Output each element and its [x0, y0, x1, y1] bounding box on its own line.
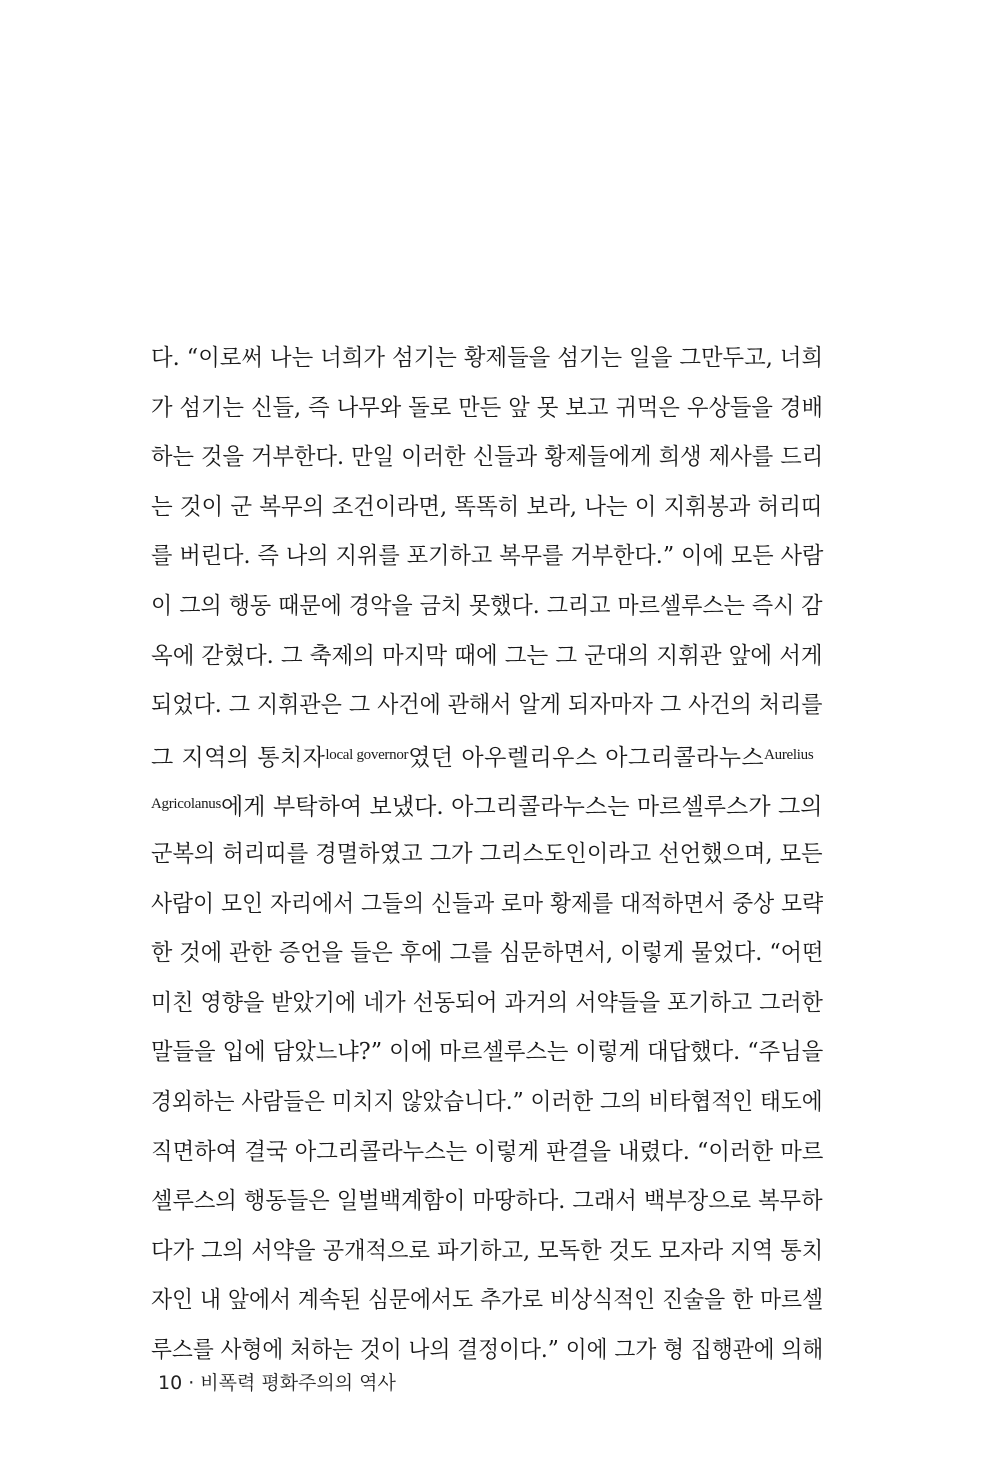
text-line-13: 한 것에 관한 증언을 들은 후에 그를 심문하면서, 이렇게 물었다. “어떤 [151, 940, 824, 967]
body-text [151, 334, 823, 1375]
text-line-7: 옥에 갇혔다. 그 축제의 마지막 때에 그는 그 군대의 지휘관 앞에 서게 [151, 642, 823, 669]
text-line-8: 되었다. 그 지휘관은 그 사건에 관해서 알게 되자마자 그 사건의 처리를 [151, 692, 823, 719]
text-line-6: 이 그의 행동 때문에 경악을 금치 못했다. 그리고 마르셀루스는 즉시 감 [151, 592, 823, 619]
text-line-12: 사람이 모인 자리에서 그들의 신들과 로마 황제를 대적하면서 중상 모략 [151, 890, 824, 917]
gloss-aurelius: Aurelius [764, 746, 814, 763]
text-line-2: 가 섬기는 신들, 즉 나무와 돌로 만든 앞 못 보고 귀먹은 우상들을 경배 [151, 394, 823, 421]
text-line-10-text: 에게 부탁하여 보냈다. 아그리콜라누스는 마르셀루스가 그의 [221, 794, 823, 821]
text-line-4: 는 것이 군 복무의 조건이라면, 똑똑히 보라, 나는 이 지휘봉과 허리띠 [151, 493, 823, 520]
text-line-9 [151, 731, 823, 781]
text-line-3: 하는 것을 거부한다. 만일 이러한 신들과 황제들에게 희생 제사를 드리 [151, 444, 824, 471]
text-line-9-part2: 였던 아우렐리우스 아그리콜라누스 [408, 744, 765, 771]
text-line-19: 다가 그의 서약을 공개적으로 파기하고, 모독한 것도 모자라 지역 통치 [151, 1237, 824, 1264]
gloss-agricolanus: Agricolanus [151, 796, 222, 813]
gloss-local-governor: local governor [325, 746, 409, 763]
page-footer [158, 1368, 396, 1395]
text-line-21: 루스를 사형에 처하는 것이 나의 결정이다.” 이에 그가 형 집행관에 의해 [151, 1336, 824, 1363]
text-line-9-part1: 그 지역의 통치자 [151, 744, 326, 771]
text-line-17: 직면하여 결국 아그리콜라누스는 이렇게 판결을 내렸다. “이러한 마르 [151, 1138, 824, 1165]
page-number: 10 [158, 1372, 183, 1394]
text-line-20: 자인 내 앞에서 계속된 심문에서도 추가로 비상식적인 진술을 한 마르셀 [151, 1287, 824, 1314]
text-line-15: 말들을 입에 담았느냐?” 이에 마르셀루스는 이렇게 대답했다. “주님을 [151, 1039, 824, 1066]
footer-separator: · [188, 1372, 195, 1394]
text-line-1: 다. “이로써 나는 너희가 섬기는 황제들을 섬기는 일을 그만두고, 너희 [151, 345, 824, 371]
text-line-18: 셀루스의 행동들은 일벌백계함이 마땅하다. 그래서 백부장으로 복무하 [151, 1188, 823, 1215]
text-line-16: 경외하는 사람들은 미치지 않았습니다.” 이러한 그의 비타협적인 태도에 [151, 1088, 823, 1115]
text-line-14: 미친 영향을 받았기에 네가 선동되어 과거의 서약들을 포기하고 그러한 [151, 989, 823, 1016]
text-line-5: 를 버린다. 즉 나의 지위를 포기하고 복무를 거부한다.” 이에 모든 사람 [151, 543, 824, 570]
text-line-10 [151, 780, 823, 830]
text-line-11: 군복의 허리띠를 경멸하였고 그가 그리스도인이라고 선언했으며, 모든 [151, 840, 823, 867]
book-title: 비폭력 평화주의의 역사 [200, 1372, 396, 1394]
